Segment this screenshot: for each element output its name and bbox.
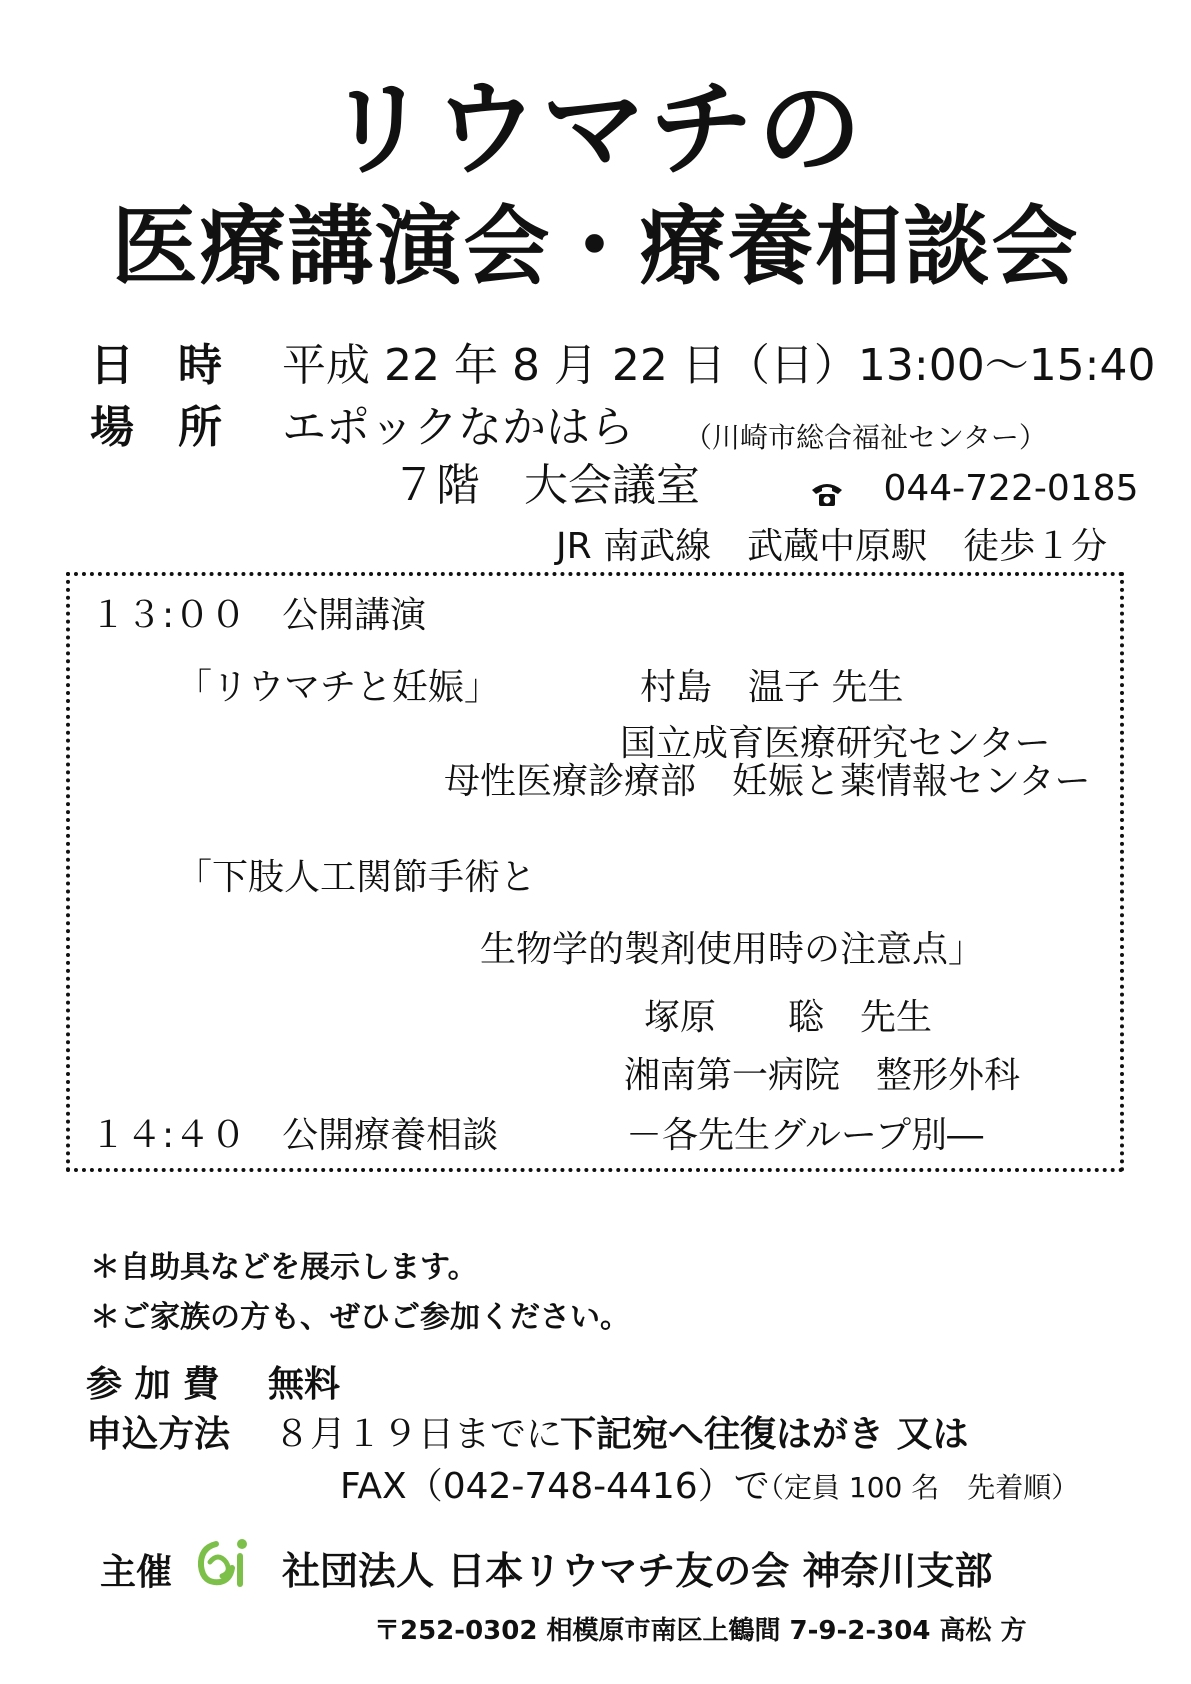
place-subtitle: （川崎市総合福祉センター）	[684, 421, 1047, 454]
talk2-speaker: 塚原 聡 先生	[644, 997, 933, 1038]
room: ７階 大会議室	[392, 460, 700, 511]
talk1-speaker: 村島 温子 先生	[640, 667, 904, 708]
phone-row	[810, 468, 1138, 509]
talk1-affiliation-1: 国立成育医療研究センター	[620, 723, 1051, 764]
apply-label: 申込方法	[86, 1414, 231, 1455]
title-line-1: リウマチの	[325, 68, 866, 190]
organizer-name: 社団法人 日本リウマチ友の会 神奈川支部	[282, 1549, 993, 1593]
phone-icon	[810, 476, 844, 504]
access: JR 南武線 武蔵中原駅 徒歩１分	[556, 526, 1108, 567]
fee-value: 無料	[268, 1364, 341, 1405]
talk1-title: 「リウマチと妊娠」	[176, 667, 501, 708]
apply-deadline: ８月１９日までに	[274, 1414, 563, 1455]
lecture-time: １３:００ 公開講演	[90, 595, 427, 636]
place-name: エポックなかはら	[282, 402, 634, 453]
title-line-2: 医療講演会・療養相談会	[111, 197, 1080, 297]
consult-time: １４:４０ 公開療養相談	[90, 1115, 499, 1156]
note-item: ＊ご家族の方も、ぜひご参加ください。	[90, 1300, 630, 1335]
apply-capacity: （定員 100 名 先着順）	[756, 1471, 1080, 1504]
phone-number: 044-722-0185	[883, 468, 1139, 509]
organizer-address: 〒252-0302 相模原市南区上鶴間 7-9-2-304 高松 方	[374, 1616, 1027, 1646]
date-value: 平成 22 年 8 月 22 日（日）13:00～15:40	[282, 340, 1156, 391]
talk2-title-2: 生物学的製剤使用時の注意点」	[480, 929, 985, 970]
apply-fax: FAX（042-748-4416）で	[340, 1466, 770, 1507]
note-item: ＊自助具などを展示します。	[90, 1250, 478, 1285]
place-label: 場 所	[90, 402, 222, 453]
talk2-title-1: 「下肢人工関節手術と	[176, 857, 537, 898]
talk2-affiliation: 湘南第一病院 整形外科	[624, 1055, 1021, 1096]
apply-method: 下記宛へ往復はがき 又は	[560, 1414, 969, 1455]
talk1-affiliation-2: 母性医療診療部 妊娠と薬情報センター	[444, 761, 1091, 802]
organizer-label: 主催	[100, 1552, 173, 1593]
fee-label: 参 加 費	[86, 1364, 220, 1405]
date-label: 日 時	[90, 340, 222, 391]
consult-note: －各先生グループ別―	[626, 1115, 984, 1156]
organization-logo-icon	[196, 1536, 254, 1594]
